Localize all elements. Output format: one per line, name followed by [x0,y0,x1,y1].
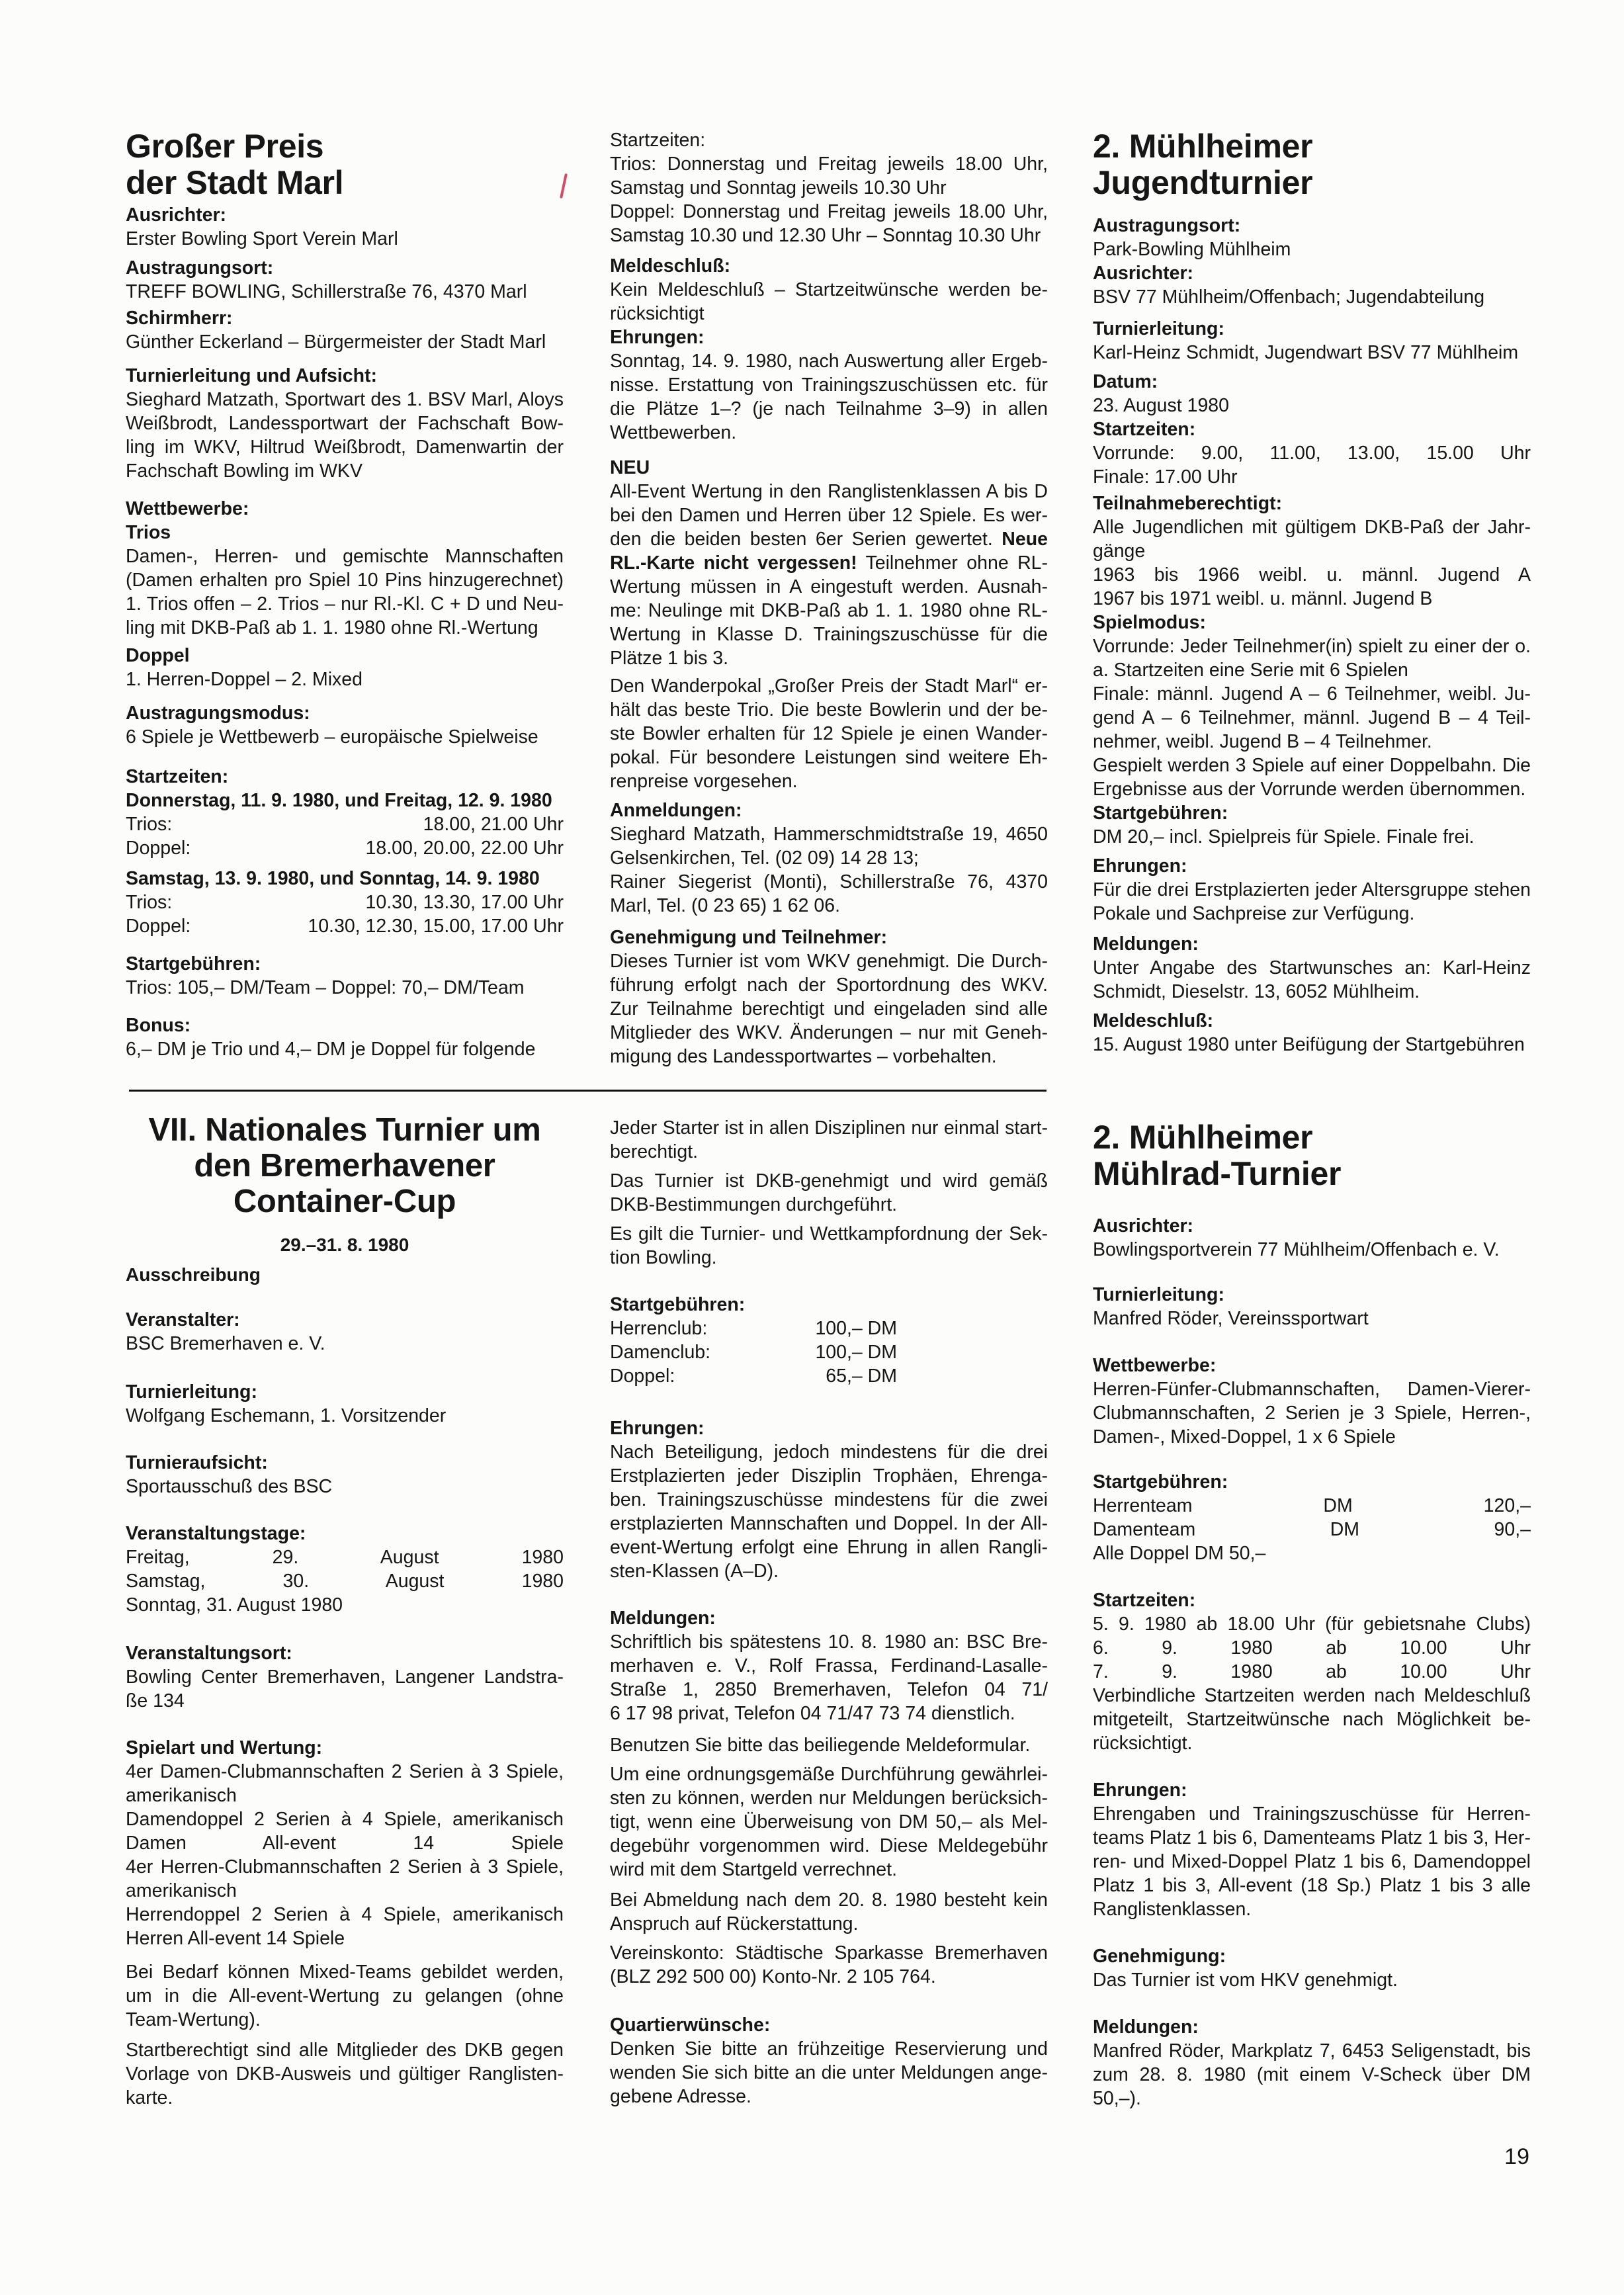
section-spielmodus [1093,611,1531,801]
text-line: ste Bowler erhalten für 12 Spiele je einen Wander- [610,723,1048,744]
section-label: NEU [610,457,650,478]
text-line: wird mit dem Startgeld verrechnet. [610,1859,897,1880]
text-line: Für die drei Erstplazierten jeder Altersgruppe stehen [1093,879,1531,900]
section-label: Turnierleitung: [1093,1284,1224,1305]
article-grosser-preis-marl-col2 [610,128,1048,1068]
section-label: Veranstaltungstage: [126,1523,306,1544]
section-label: Genehmigung: [1093,1946,1226,1967]
text-line: Straße 1, 2850 Bremerhaven, Telefon 04 71/ [610,1679,1048,1700]
text-segment-bold: RL.-Karte nicht vergessen! [610,552,857,574]
text-line: rücksichtigt [610,303,705,324]
event-date: 29.–31. 8. 1980 [280,1234,409,1255]
section-label: Wettbewerbe: [1093,1355,1217,1376]
section-ehrungen [610,325,1048,445]
article-jugendturnier [1093,128,1531,1057]
text-line: Anspruch auf Rückerstattung. [610,1913,859,1934]
section-anmeldungen [610,799,1048,918]
paragraph [610,1222,1048,1270]
text-line: Fachschaft Bowling im WKV [126,460,363,482]
section-label: Meldeschluß: [610,255,731,277]
text-segment: Teilnehmer ohne RL- [857,552,1048,574]
text-line: Alle Doppel DM 50,– [1093,1543,1266,1564]
section-ehrungen [1093,1778,1531,1921]
horizontal-divider [129,1090,1047,1092]
text-line: degebühr vorgenommen wird. Diese Meldegebühr [610,1835,1048,1856]
text-line: Gespielt werden 3 Spiele auf einer Doppelbahn. Die [1093,755,1531,776]
text-line: wenden Sie sich bitte an die unter Meldungen ange- [610,2062,1048,2083]
section-label: Turnierleitung: [1093,318,1224,339]
section-meldungen [1093,932,1531,1004]
text-line: 1. Trios offen – 2. Trios – nur Rl.-Kl. C + D und Neu- [126,593,564,615]
text-line: renpreise vorgesehen. [610,771,798,792]
section-label: Meldeschluß: [1093,1010,1214,1031]
row-value: 100,– DM [815,1318,897,1339]
text-line: Herrendoppel 2 Serien à 4 Spiele, amerikanisch [126,1904,564,1925]
text-line: Zur Teilnahme berechtigt und eingeladen sind alle [610,998,1048,1019]
text-line: DKB-Bestimmungen durchgeführt. [610,1194,898,1215]
text-line: Vorrunde: Jeder Teilnehmer(in) spielt zu einer der o. [1093,636,1531,657]
section-label: Ehrungen: [610,327,705,348]
section-label: Startgebühren: [1093,802,1228,824]
text-line: DM 20,– incl. Spielpreis für Spiele. Finale frei. [1093,826,1474,847]
section-label: Ehrungen: [1093,1780,1187,1801]
row-key: Trios: [126,814,173,835]
text-line: Startberechtigt sind alle Mitglieder des DKB gegen [126,2040,564,2061]
section-label: Turnierleitung: [126,1381,257,1403]
text-line: mitgeteilt, Startzeitwünsche nach Möglichkeit be- [1093,1709,1531,1730]
text-line: Mitglieder des WKV. Änderungen – nur mit Geneh- [610,1022,1048,1043]
text-line: Herren-Fünfer-Clubmannschaften, Damen-Vierer- [1093,1379,1531,1400]
page-number: 19 [1504,2144,1529,2169]
text-line: 1967 bis 1971 weibl. u. männl. Jugend B [1093,588,1433,609]
section-genehmigung-und-teilnehmer [610,926,1048,1068]
title-line: Container-Cup [233,1184,456,1219]
paragraph [610,1169,1048,1217]
paragraph [610,1888,1048,1936]
text-line: Kein Meldeschluß – Startzeitwünsche werden be- [610,279,1048,300]
text-line: erstplazierten Mannschaften und Doppel. In der All- [610,1513,1048,1534]
row-value: 18.00, 20.00, 22.00 Uhr [365,838,564,859]
text-line: Vereinskonto: Städtische Sparkasse Bremerhaven [610,1942,1048,1964]
section-label: Turnierleitung und Aufsicht: [126,365,377,386]
section-startzeiten [1093,1588,1531,1755]
text-line: (BLZ 292 500 00) Konto-Nr. 2 105 764. [610,1966,936,1987]
text-line: Pokale und Sachpreise zur Verfügung. [1093,903,1415,924]
text-line: Plätze 1 bis 3. [610,648,729,669]
text-line: ße 134 [126,1690,185,1711]
row-key: Herrenclub: [610,1318,708,1339]
section-turnierleitung [126,1380,564,1428]
text-line: Sportausschuß des BSC [126,1476,333,1497]
section-label: Startzeiten: [1093,1590,1196,1611]
text-line: Marl, Tel. (0 23 65) 1 62 06. [610,895,840,916]
text-line: Trios: Donnerstag und Freitag jeweils 18.00 Uhr, [610,153,1048,175]
title-line: 2. Mühlheimer [1093,128,1313,165]
row-value: 10.30, 13.30, 17.00 Uhr [365,892,564,913]
text-line: me: Neulinge mit DKB-Paß ab 1. 1. 1980 ohne RL- [610,600,1048,621]
section-label: Austragungsmodus: [126,703,310,724]
text-line: Schmidt, Dieselstr. 13, 6052 Mühlheim. [1093,981,1420,1002]
intro-heading: Ausschreibung [126,1264,261,1285]
text-line: Schriftlich bis spätestens 10. 8. 1980 an: BSC Bre- [610,1631,1048,1653]
text-line: merhaven e. V., Rolf Frassa, Ferdinand-Lasalle- [610,1655,1048,1676]
paragraph [610,1762,1048,1882]
paragraph [610,1941,1048,1989]
text-line [610,527,1048,551]
section-label: Genehmigung und Teilnehmer: [610,927,888,948]
section-label: Ausrichter: [1093,263,1194,284]
text-line: hält das beste Trio. Die beste Bowlerin und der be- [610,699,1048,720]
text-segment: den die beiden besten 6er Serien gewertet. [610,529,1002,550]
text-line: Samstag, 30. August 1980 [126,1571,564,1592]
text-line: Freitag, 29. August 1980 [126,1547,564,1568]
title-line: VII. Nationales Turnier um [148,1112,541,1148]
text-line: Vorrunde: 9.00, 11.00, 13.00, 15.00 Uhr [1093,443,1531,464]
paragraph [610,674,1048,793]
text-line: Wettbewerben. [610,422,737,443]
section-bonus [126,1014,564,1061]
section-turnierleitung [1093,1283,1531,1330]
text-line: pokal. Für besondere Leistungen sind weitere Eh- [610,747,1048,768]
section-label: Startgebühren: [610,1294,746,1315]
title-line: Großer Preis [126,128,324,165]
text-line: karte. [126,2087,173,2108]
text-line: führung erfolgt nach der Sportordnung des WKV. [610,974,1048,996]
text-line: Team-Wertung). [126,2009,261,2030]
text-line: ren- und Mixed-Doppel Platz 1 bis 6, Damendoppel [1093,1851,1531,1872]
row-key: Doppel: [610,1365,675,1387]
text-line: Vorlage von DKB-Ausweis und gültiger Ranglisten- [126,2063,564,2085]
title-line: Jugendturnier [1093,164,1313,201]
article-title [1093,128,1531,201]
section-neu [610,456,1048,670]
section-label: Bonus: [126,1015,191,1036]
key-value-row [610,1340,897,1364]
text-line: TREFF BOWLING, Schillerstraße 76, 4370 Marl [126,281,527,302]
text-line: 7. 9. 1980 ab 10.00 Uhr [1093,1661,1531,1682]
paragraph [126,644,564,691]
section-austragungsort [126,256,564,304]
section-veranstalter [126,1308,564,1356]
row-value: 18.00, 21.00 Uhr [423,814,564,835]
key-value-row [126,914,564,938]
text-line: ling mit DKB-Paß ab 1. 1. 1980 ohne Rl.-Wertung [126,617,538,638]
section-ehrungen [610,1416,1048,1583]
row-value: 10.30, 12.30, 15.00, 17.00 Uhr [308,916,564,937]
text-line: Manfred Röder, Vereinssportwart [1093,1308,1369,1329]
section-schirmherr [126,306,564,354]
text-line: 6,– DM je Trio und 4,– DM je Doppel für folgende [126,1039,536,1060]
title-line: 2. Mühlheimer [1093,1119,1313,1156]
text-line: Bowlingsportverein 77 Mühlheim/Offenbach e. V. [1093,1239,1500,1260]
text-line: Samstag 10.30 und 12.30 Uhr – Sonntag 10.30 Uhr [610,225,1041,246]
section-label: Startgebühren: [126,953,261,974]
section-label: Quartierwünsche: [610,2014,771,2036]
key-value-row [610,1364,897,1388]
text-line: nisse. Erstattung von Trainingszuschüssen etc. für [610,374,1048,396]
text-line: gebene Adresse. [610,2086,751,2107]
section-datum [1093,370,1531,417]
bold-text-line: Donnerstag, 11. 9. 1980, und Freitag, 12. 9. 1980 [126,790,552,811]
text-line: Karl-Heinz Schmidt, Jugendwart BSV 77 Mühlheim [1093,342,1519,363]
section-label: Veranstaltungsort: [126,1643,292,1664]
text-line: tigt, wenn eine Überweisung von DM 50,– als Mel- [610,1811,1048,1833]
text-line: 15. August 1980 unter Beifügung der Startgebühren [1093,1034,1525,1055]
section-genehmigung [1093,1944,1531,1992]
section-startzeiten [1093,417,1531,489]
row-value: 100,– DM [815,1342,897,1363]
section-label: Startgebühren: [1093,1471,1228,1493]
article-container-cup-col1 [126,1112,564,2110]
row-key: Trios: [126,892,173,913]
section-turnierleitung [1093,317,1531,365]
bold-text-line: Doppel [126,645,190,666]
text-line: gend A – 6 Teilnehmer, männl. Jugend B – 4 Teil- [1093,707,1531,728]
text-line: Das Turnier ist vom HKV genehmigt. [1093,1970,1398,1991]
section-ehrungen [1093,854,1531,926]
text-line: Bowling Center Bremerhaven, Langener Landstra- [126,1667,564,1688]
text-line: 6 Spiele je Wettbewerb – europäische Spielweise [126,726,538,748]
text-line: Verbindliche Startzeiten werden nach Meldeschluß [1093,1685,1531,1706]
article-muehlrad-turnier [1093,1119,1531,2110]
text-line: 23. August 1980 [1093,395,1230,416]
title-line: den Bremerhavener [194,1148,495,1184]
text-line: Startzeiten: [610,130,706,151]
text-line: Alle Jugendlichen mit gültigem DKB-Paß der Jahr- [1093,517,1531,538]
text-line: migung des Landessportwartes – vorbehalten. [610,1046,997,1067]
paragraph [610,128,1048,247]
section-label: Ehrungen: [1093,855,1187,877]
text-line: Finale: männl. Jugend A – 6 Teilnehmer, weibl. Ju- [1093,683,1531,705]
text-line: Wertung müssen in A eingestuft werden. Ausnah- [610,576,1048,597]
section-teilnahmeberechtigt [1093,492,1531,611]
text-line: Park-Bowling Mühlheim [1093,239,1291,260]
text-line: Günther Eckerland – Bürgermeister der Stadt Marl [126,331,546,353]
text-line: Herren All-event 14 Spiele [126,1928,345,1949]
text-line: Gelsenkirchen, Tel. (02 09) 14 28 13; [610,847,919,869]
section-startgebuehren [1093,801,1531,849]
text-line: Ergebnisse aus der Vorrunde werden übernommen. [1093,779,1526,800]
section-label: Turnieraufsicht: [126,1452,268,1473]
text-line: 5. 9. 1980 ab 18.00 Uhr (für gebietsnahe Clubs) [1093,1614,1531,1635]
section-label: Ausrichter: [1093,1215,1194,1236]
text-line: Trios: 105,– DM/Team – Doppel: 70,– DM/Team [126,977,525,998]
article-container-cup-col2 [610,1116,1048,2108]
article-grosser-preis-marl-col1 [126,128,564,1061]
text-line: sten zu können, werden nur Meldungen berücksich- [610,1788,1048,1809]
text-line: Herrenteam DM 120,– [1093,1495,1531,1516]
text-line: Damenteam DM 90,– [1093,1519,1531,1540]
text-line: 50,–). [1093,2088,1141,2109]
section-label: Anmeldungen: [610,800,742,821]
text-line: Unter Angabe des Startwunsches an: Karl-Heinz [1093,957,1531,978]
section-spielart-und-wertung [126,1736,564,1950]
text-line: Bei Bedarf können Mixed-Teams gebildet werden, [126,1962,564,1983]
section-label: Veranstalter: [126,1309,240,1330]
text-line [610,551,1048,575]
section-label: Startzeiten: [1093,419,1196,440]
section-label: Schirmherr: [126,308,233,329]
text-line: Doppel: Donnerstag und Freitag jeweils 18.00 Uhr, [610,201,1048,222]
text-line: Nach Beteiligung, jedoch mindestens für die drei [610,1442,1048,1463]
text-line: nehmer, weibl. Jugend B – 4 Teilnehmer. [1093,731,1432,752]
text-line: BSC Bremerhaven e. V. [126,1333,325,1354]
text-line: Rainer Siegerist (Monti), Schillerstraße 76, 4370 [610,871,1048,892]
text-line: Benutzen Sie bitte das beiliegende Meldeformular. [610,1735,1031,1756]
article-title [126,1112,564,1219]
text-line: Damen-, Herren- und gemischte Mannschaften [126,546,564,567]
text-line: Wertung in Klasse D. Trainingszuschüsse für die [610,624,1048,645]
text-line: 6 17 98 privat, Telefon 04 71/47 73 74 dienstlich. [610,1703,1015,1724]
section-wettbewerbe [1093,1354,1531,1449]
key-value-row [126,812,564,836]
paragraph [610,1733,1048,1757]
section-austragungsmodus [126,701,564,749]
section-label: Spielmodus: [1093,612,1207,633]
text-line: Ehrengaben und Trainingszuschüsse für Herren- [1093,1803,1531,1825]
title-line: der Stadt Marl [126,164,344,201]
text-line: a. Startzeiten eine Serie mit 6 Spielen [1093,660,1408,681]
section-ausrichter [126,203,564,251]
section-startzeiten [126,765,564,860]
section-veranstaltungstage [126,1522,564,1617]
text-line: Damen-, Mixed-Doppel, 1 x 6 Spiele [1093,1426,1396,1448]
section-label: Spielart und Wertung: [126,1737,323,1758]
text-line: event-Wertung erfolgt eine Ehrung in allen Rangli- [610,1537,1048,1558]
title-line: Mühlrad-Turnier [1093,1155,1342,1192]
bold-text-line: Trios [126,522,171,543]
text-line: teams Platz 1 bis 6, Damenteams Platz 1 bis 3, Her- [1093,1827,1531,1848]
article-title [126,128,564,201]
section-wettbewerbe [126,497,564,640]
section-label: Meldungen: [1093,2016,1199,2038]
article-title [1093,1119,1531,1192]
section-ausrichter [1093,261,1531,309]
text-line: Damen All-event 14 Spiele [126,1833,564,1854]
section-startgebuehren [610,1293,1048,1388]
text-line: Sonntag, 31. August 1980 [126,1594,343,1616]
text-line: ling im WKV, Hiltrud Weißbrodt, Damenwartin der [126,437,564,458]
text-line: um in die All-event-Wertung zu gelangen (ohne [126,1985,564,2007]
text-segment-bold: Neue [1002,529,1048,550]
text-line: Sieghard Matzath, Sportwart des 1. BSV Marl, Aloys [126,389,564,410]
text-line: Erster Bowling Sport Verein Marl [126,228,398,249]
section-meldeschluss [610,254,1048,325]
text-line: Platz 1 bis 3, All-event (18 Sp.) Platz 1 bis 3 alle [1093,1875,1531,1896]
section-meldeschluss [1093,1009,1531,1057]
text-line: berechtigt. [610,1141,699,1162]
text-line: Manfred Röder, Markplatz 7, 6453 Seligenstadt, bis [1093,2040,1531,2061]
text-line: 6. 9. 1980 ab 10.00 Uhr [1093,1637,1531,1659]
section-label: Wettbewerbe: [126,498,249,519]
paragraph [126,2038,564,2110]
text-line: ben. Trainingszuschüsse mindestens für die zwei [610,1489,1048,1510]
section-quartierwuensche [610,2013,1048,2108]
text-line: die Plätze 1–? (je nach Teilnahme 3–9) in allen [610,398,1048,419]
row-value: 65,– DM [826,1365,897,1387]
key-value-row [610,1317,897,1340]
text-line: Um eine ordnungsgemäße Durchführung gewährlei- [610,1764,1048,1785]
text-line: 1963 bis 1966 weibl. u. männl. Jugend A [1093,564,1531,585]
section-label: Ausrichter: [126,204,227,226]
text-line: Weißbrodt, Landessportwart der Fachschaft Bow- [126,413,564,434]
section-startgebuehren [1093,1470,1531,1565]
text-line: rücksichtigt. [1093,1733,1193,1754]
text-line: Sieghard Matzath, Hammerschmidtstraße 19, 4650 [610,824,1048,845]
text-line: Es gilt die Turnier- und Wettkampfordnung der Sek- [610,1223,1048,1244]
text-line: Clubmannschaften, 2 Serien je 3 Spiele, Herren-, [1093,1403,1531,1424]
text-line: sten-Klassen (A–D). [610,1561,779,1582]
section-label: Ehrungen: [610,1418,705,1439]
text-line: amerikanisch [126,1785,237,1806]
text-line: (Damen erhalten pro Spiel 10 Pins hinzugerechnet) [126,570,564,591]
text-line: amerikanisch [126,1880,237,1901]
section-turnierleitung-und-aufsicht [126,364,564,483]
section-label: Austragungsort: [126,257,274,279]
text-line: Dieses Turnier ist vom WKV genehmigt. Die Durch- [610,951,1048,972]
text-line: Das Turnier ist DKB-genehmigt und wird gemäß [610,1170,1048,1191]
text-line: 4er Damen-Clubmannschaften 2 Serien à 3 Spiele, [126,1761,564,1782]
text-line: BSV 77 Mühlheim/Offenbach; Jugendabteilung [1093,286,1485,308]
section-label: Datum: [1093,371,1158,392]
text-line: All-Event Wertung in den Ranglistenklassen A bis D [610,481,1048,502]
text-line: 1. Herren-Doppel – 2. Mixed [126,669,363,690]
section-label: Austragungsort: [1093,215,1241,236]
key-value-row [126,890,564,914]
text-line: Damendoppel 2 Serien à 4 Spiele, amerikanisch [126,1809,564,1830]
text-line: Samstag und Sonntag jeweils 10.30 Uhr [610,177,947,198]
row-key: Doppel: [126,916,191,937]
section-ausrichter [1093,1214,1531,1262]
text-line: gänge [1093,541,1146,562]
text-line: tion Bowling. [610,1247,717,1268]
section-meldungen [1093,2015,1531,2110]
section-veranstaltungsort [126,1641,564,1713]
text-line: Finale: 17.00 Uhr [1093,466,1238,488]
section-label: Meldungen: [610,1608,716,1629]
paragraph [126,867,564,938]
row-key: Doppel: [126,838,191,859]
paragraph [610,1116,1048,1164]
text-line: zum 28. 8. 1980 (mit einem V-Scheck über DM [1093,2064,1531,2085]
section-label: Teilnahmeberechtigt: [1093,493,1283,514]
key-value-row [126,836,564,860]
text-line: Den Wanderpokal „Großer Preis der Stadt Marl“ er- [610,675,1048,697]
text-line: Ranglistenklassen. [1093,1899,1252,1920]
row-key: Damenclub: [610,1342,711,1363]
section-austragungsort [1093,214,1531,261]
section-startgebuehren [126,952,564,1000]
text-line: 4er Herren-Clubmannschaften 2 Serien à 3 Spiele, [126,1856,564,1878]
section-label: Startzeiten: [126,766,229,787]
bold-text-line: Samstag, 13. 9. 1980, und Sonntag, 14. 9. 1980 [126,868,540,889]
section-meldungen [610,1606,1048,1725]
paragraph [126,1960,564,2032]
section-turnieraufsicht [126,1451,564,1498]
text-line: Jeder Starter ist in allen Disziplinen nur einmal start- [610,1117,1048,1139]
text-line: Denken Sie bitte an frühzeitige Reservierung und [610,2038,1048,2059]
section-label: Meldungen: [1093,933,1199,955]
text-line: Sonntag, 14. 9. 1980, nach Auswertung aller Ergeb- [610,351,1048,372]
text-line: Bei Abmeldung nach dem 20. 8. 1980 besteht kein [610,1889,1048,1911]
text-line: Wolfgang Eschemann, 1. Vorsitzender [126,1405,447,1426]
text-line: Erstplazierten jeder Disziplin Trophäen, Ehrenga- [610,1465,1048,1487]
text-line: bei den Damen und Herren über 12 Spiele. Es wer- [610,505,1048,526]
